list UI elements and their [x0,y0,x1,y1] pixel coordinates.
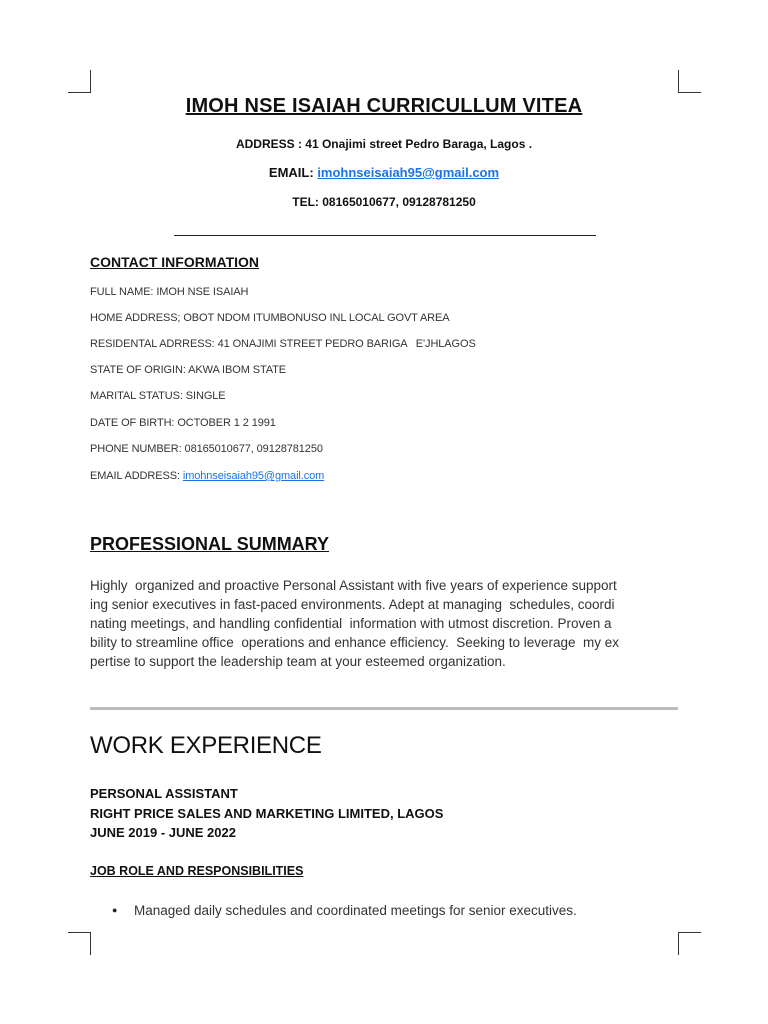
tel-line: TEL: 08165010677, 09128781250 [292,195,476,209]
job-title: PERSONAL ASSISTANT [90,786,238,801]
contact-email-address [90,470,324,482]
address-line: ADDRESS : 41 Onajimi street Pedro Baraga, Lagos . [235,137,533,151]
contact-residential-address: RESIDENTAL ADRRESS: 41 ONAJIMI STREET PEDRO BARIGA E'JHLAGOS [90,338,476,350]
email-line [0,165,768,180]
contact-email-label: EMAIL ADDRESS: [90,470,183,482]
section-divider [90,707,678,710]
summary-line: Highly organized and proactive Personal Assistant with five years of experience support [90,578,617,593]
contact-heading: CONTACT INFORMATION [90,254,260,270]
contact-phone-number: PHONE NUMBER: 08165010677, 09128781250 [90,443,323,455]
contact-marital-status: MARITAL STATUS: SINGLE [90,390,226,402]
contact-home-address: HOME ADDRESS; OBOT NDOM ITUMBONUSO INL LOCAL GOVT AREA [90,312,450,324]
bullet-icon: ● [112,905,118,915]
document-title: IMOH NSE ISAIAH CURRICULLUM VITEA [185,95,583,117]
employment-dates: JUNE 2019 - JUNE 2022 [90,825,236,840]
summary-heading: PROFESSIONAL SUMMARY [90,534,330,554]
email-link[interactable]: imohnseisaiah95@gmail.com [317,165,500,180]
company-name: RIGHT PRICE SALES AND MARKETING LIMITED, LAGOS [90,806,444,821]
contact-full-name: FULL NAME: IMOH NSE ISAIAH [90,286,249,298]
list-item [112,903,577,918]
contact-state-of-origin: STATE OF ORIGIN: AKWA IBOM STATE [90,364,287,376]
responsibilities-heading: JOB ROLE AND RESPONSIBILITIES [90,864,304,878]
crop-mark-bottom-right [678,932,701,955]
summary-line: bility to streamline office operations and enhance efficiency. Seeking to leverage my ex [90,635,620,650]
header-divider [174,235,596,236]
email-label: EMAIL: [268,165,318,180]
summary-line: ing senior executives in fast-paced environments. Adept at managing schedules, coordi [90,597,615,612]
contact-email-link[interactable]: imohnseisaiah95@gmail.com [182,470,325,482]
crop-mark-top-left [68,70,91,93]
crop-mark-top-right [678,70,701,93]
summary-paragraph [90,576,680,671]
summary-line: pertise to support the leadership team at your esteemed organization. [90,654,506,669]
crop-mark-bottom-left [68,932,91,955]
work-heading: WORK EXPERIENCE [90,732,322,759]
responsibility-text: Managed daily schedules and coordinated meetings for senior executives. [134,903,577,918]
summary-line: nating meetings, and handling confidential information with utmost discretion. Proven a [90,616,612,631]
contact-date-of-birth: DATE OF BIRTH: OCTOBER 1 2 1991 [90,417,276,429]
